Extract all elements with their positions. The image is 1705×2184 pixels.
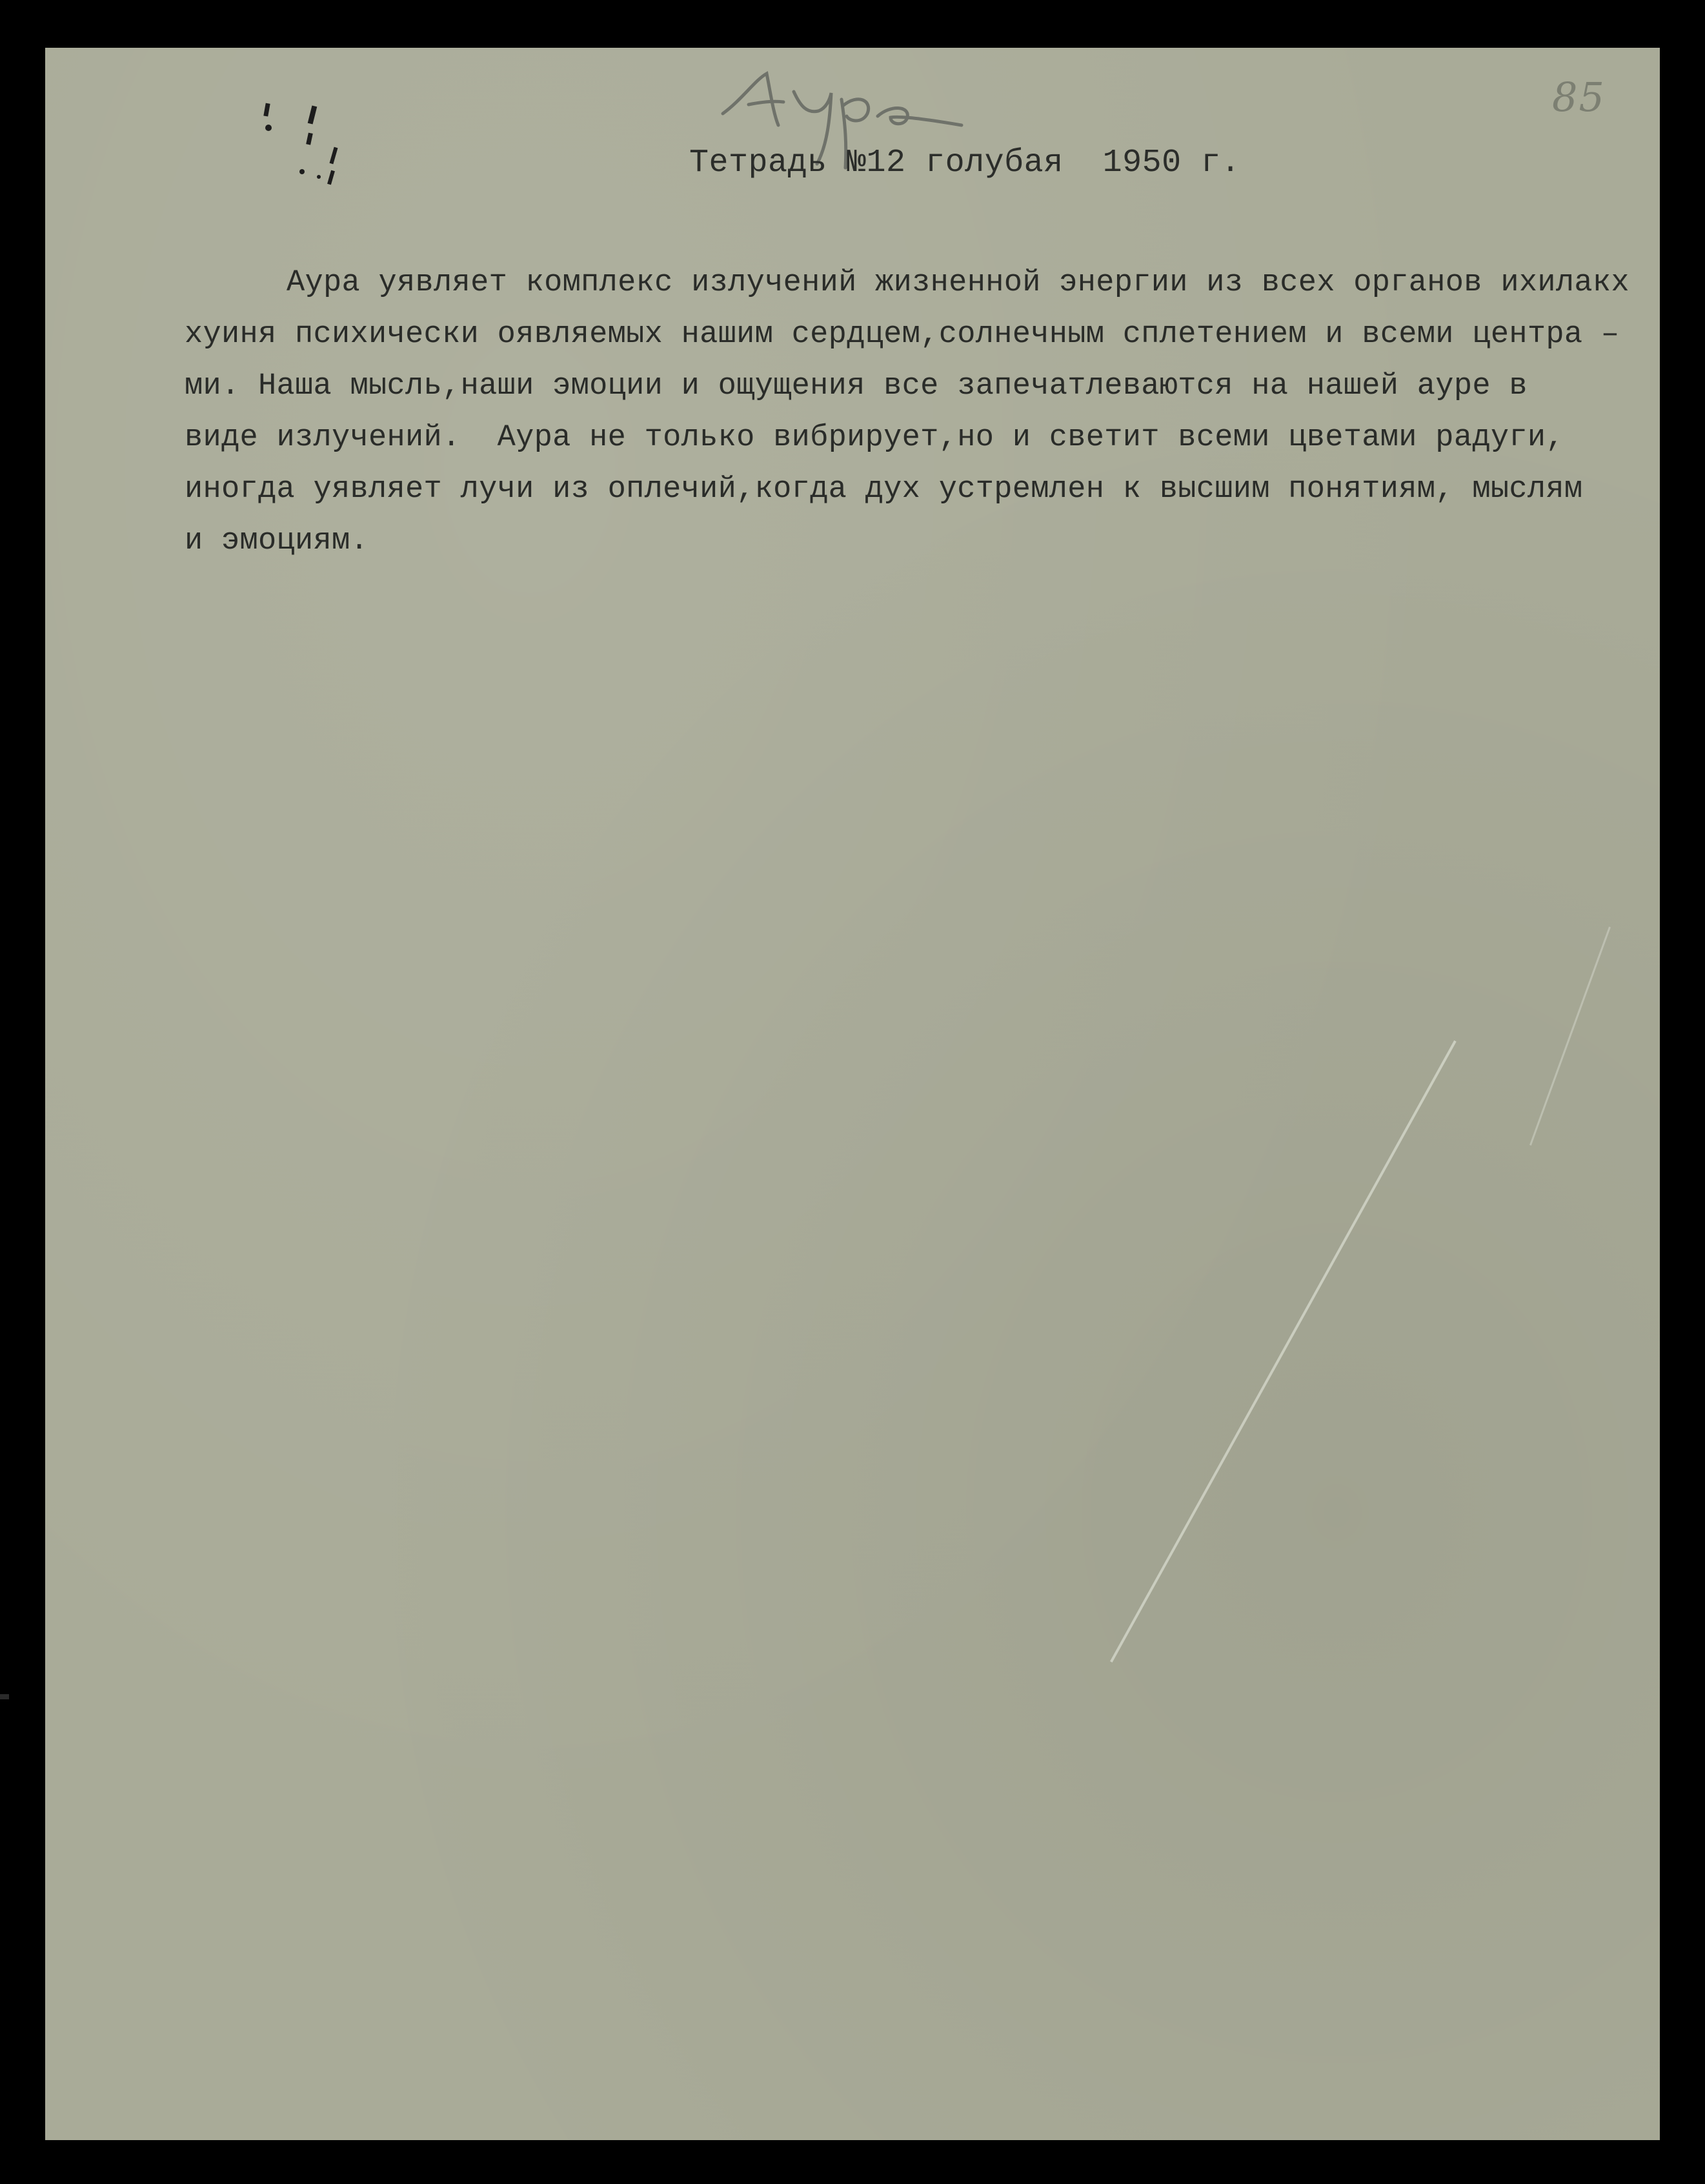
- paragraph-line: и эмоциям.: [185, 524, 369, 558]
- scan-edge-mark: [0, 1694, 9, 1699]
- archive-page-number: 85: [1552, 74, 1606, 121]
- paragraph-line: ми. Наша мысль,наши эмоции и ощущения все запечатлеваются на нашей ауре в: [185, 369, 1528, 403]
- document-page: [45, 48, 1660, 2140]
- paragraph-line: виде излучений. Аура не только вибрирует,но и светит всеми цветами радуги,: [185, 421, 1564, 455]
- paragraph-line: хуиня психически оявляемых нашим сердцем,солнечным сплетением и всеми центра –: [185, 318, 1620, 352]
- paragraph-line: иногда уявляет лучи из оплечий,когда дух устремлен к высшим понятиям, мыслям: [185, 472, 1583, 507]
- paragraph-line: Аура уявляет комплекс излучений жизненной энергии из всех органов ихилакх: [213, 266, 1629, 300]
- document-heading: Тетрадь №12 голубая 1950 г.: [689, 145, 1241, 181]
- paper-fold-crease: [1110, 1040, 1457, 1663]
- ink-spatter-marks: [213, 74, 381, 228]
- paper-fold-crease-secondary: [1529, 927, 1611, 1146]
